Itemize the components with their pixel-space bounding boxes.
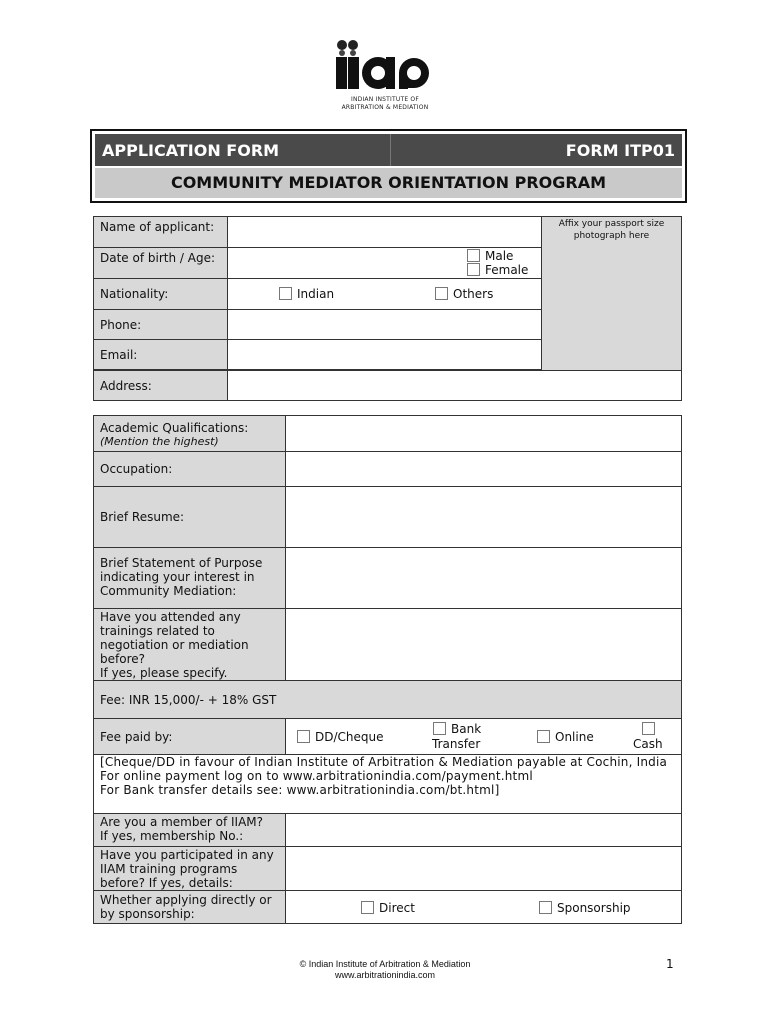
applying-label: Whether applying directly or by sponsorship: <box>93 890 286 924</box>
online-checkbox[interactable] <box>537 730 550 743</box>
dob-label: Date of birth / Age: <box>93 247 228 279</box>
payment-note-1: [Cheque/DD in favour of Indian Institute of Arbitration & Mediation payable at Cochin, India <box>100 755 668 769</box>
academic-label: Academic Qualifications: (Mention the highest) <box>93 415 286 452</box>
logo-line-1: INDIAN INSTITUTE OF <box>350 96 420 103</box>
female-label: Female <box>485 263 529 277</box>
footer-website: www.arbitrationindia.com <box>334 970 436 980</box>
form-number: FORM ITP01 <box>565 141 675 160</box>
participated-field[interactable] <box>285 846 682 891</box>
member-label: Are you a member of IIAM? If yes, membership No.: <box>93 813 286 847</box>
male-checkbox[interactable] <box>467 249 480 262</box>
photo-box <box>541 216 682 371</box>
fee-paid-label: Fee paid by: <box>93 718 286 755</box>
pay-dd-option[interactable]: DD/Cheque <box>297 730 384 744</box>
page-number: 1 <box>666 957 674 971</box>
purpose-label: Brief Statement of Purpose indicating your interest in Community Mediation: <box>93 547 286 609</box>
pay-cash-label: Cash <box>633 737 663 751</box>
trainings-label: Have you attended any trainings related to negotiation or mediation before? If yes, please specify. <box>93 608 286 681</box>
address-field[interactable] <box>227 370 682 401</box>
nationality-indian-option[interactable]: Indian <box>279 287 334 301</box>
occupation-field[interactable] <box>285 451 682 487</box>
email-field[interactable] <box>227 339 542 370</box>
pay-online-option[interactable]: Online <box>537 730 594 744</box>
fee-amount: Fee: INR 15,000/- + 18% GST <box>100 692 277 707</box>
iiam-logo-mark <box>333 40 437 90</box>
name-label: Name of applicant: <box>93 216 228 248</box>
purpose-field[interactable] <box>285 547 682 609</box>
nationality-others-option[interactable]: Others <box>435 287 493 301</box>
female-checkbox[interactable] <box>467 263 480 276</box>
payment-note-3: For Bank transfer details see: www.arbitrationindia.com/bt.html] <box>100 783 500 797</box>
participated-label: Have you participated in any IIAM training programs before? If yes, details: <box>93 846 286 891</box>
form-header <box>90 129 687 203</box>
payment-instructions <box>93 754 682 814</box>
pay-bank-label-2: Transfer <box>432 737 481 751</box>
applying-direct-option[interactable]: Direct <box>361 901 415 915</box>
nationality-label: Nationality: <box>93 278 228 310</box>
male-label: Male <box>485 249 514 263</box>
indian-checkbox[interactable] <box>279 287 292 300</box>
pay-bank-option[interactable]: Bank <box>433 722 481 736</box>
payment-note-2: For online payment log on to www.arbitrationindia.com/payment.html <box>100 769 533 783</box>
photo-instruction: Affix your passport size photograph here <box>558 219 665 241</box>
iiam-logo <box>333 40 437 112</box>
others-checkbox[interactable] <box>435 287 448 300</box>
membership-field[interactable] <box>285 813 682 847</box>
occupation-label: Occupation: <box>93 451 286 487</box>
program-title: COMMUNITY MEDIATOR ORIENTATION PROGRAM <box>95 168 682 198</box>
applying-sponsorship-option[interactable]: Sponsorship <box>539 901 631 915</box>
resume-label: Brief Resume: <box>93 486 286 548</box>
fee-row <box>93 680 682 719</box>
name-field[interactable] <box>227 216 542 248</box>
resume-field[interactable] <box>285 486 682 548</box>
bank-checkbox[interactable] <box>433 722 446 735</box>
trainings-note: If yes, please specify. <box>100 666 228 680</box>
direct-checkbox[interactable] <box>361 901 374 914</box>
footer-copyright: © Indian Institute of Arbitration & Mediation <box>299 959 471 969</box>
email-label: Email: <box>93 339 228 370</box>
academic-field[interactable] <box>285 415 682 452</box>
logo-line-2: ARBITRATION & MEDIATION <box>341 104 429 111</box>
address-label: Address: <box>93 370 228 401</box>
phone-label: Phone: <box>93 309 228 340</box>
cash-checkbox[interactable] <box>642 722 655 735</box>
phone-field[interactable] <box>227 309 542 340</box>
dd-checkbox[interactable] <box>297 730 310 743</box>
pay-cash-checkbox-wrap[interactable] <box>642 722 660 736</box>
header-left-title: APPLICATION FORM <box>102 141 280 160</box>
header-title-bar <box>95 134 682 166</box>
nationality-field <box>227 278 542 310</box>
academic-note: (Mention the highest) <box>100 435 219 448</box>
sponsorship-checkbox[interactable] <box>539 901 552 914</box>
gender-female-option[interactable] <box>467 263 528 277</box>
trainings-field[interactable] <box>285 608 682 681</box>
gender-male-option[interactable] <box>467 249 513 263</box>
